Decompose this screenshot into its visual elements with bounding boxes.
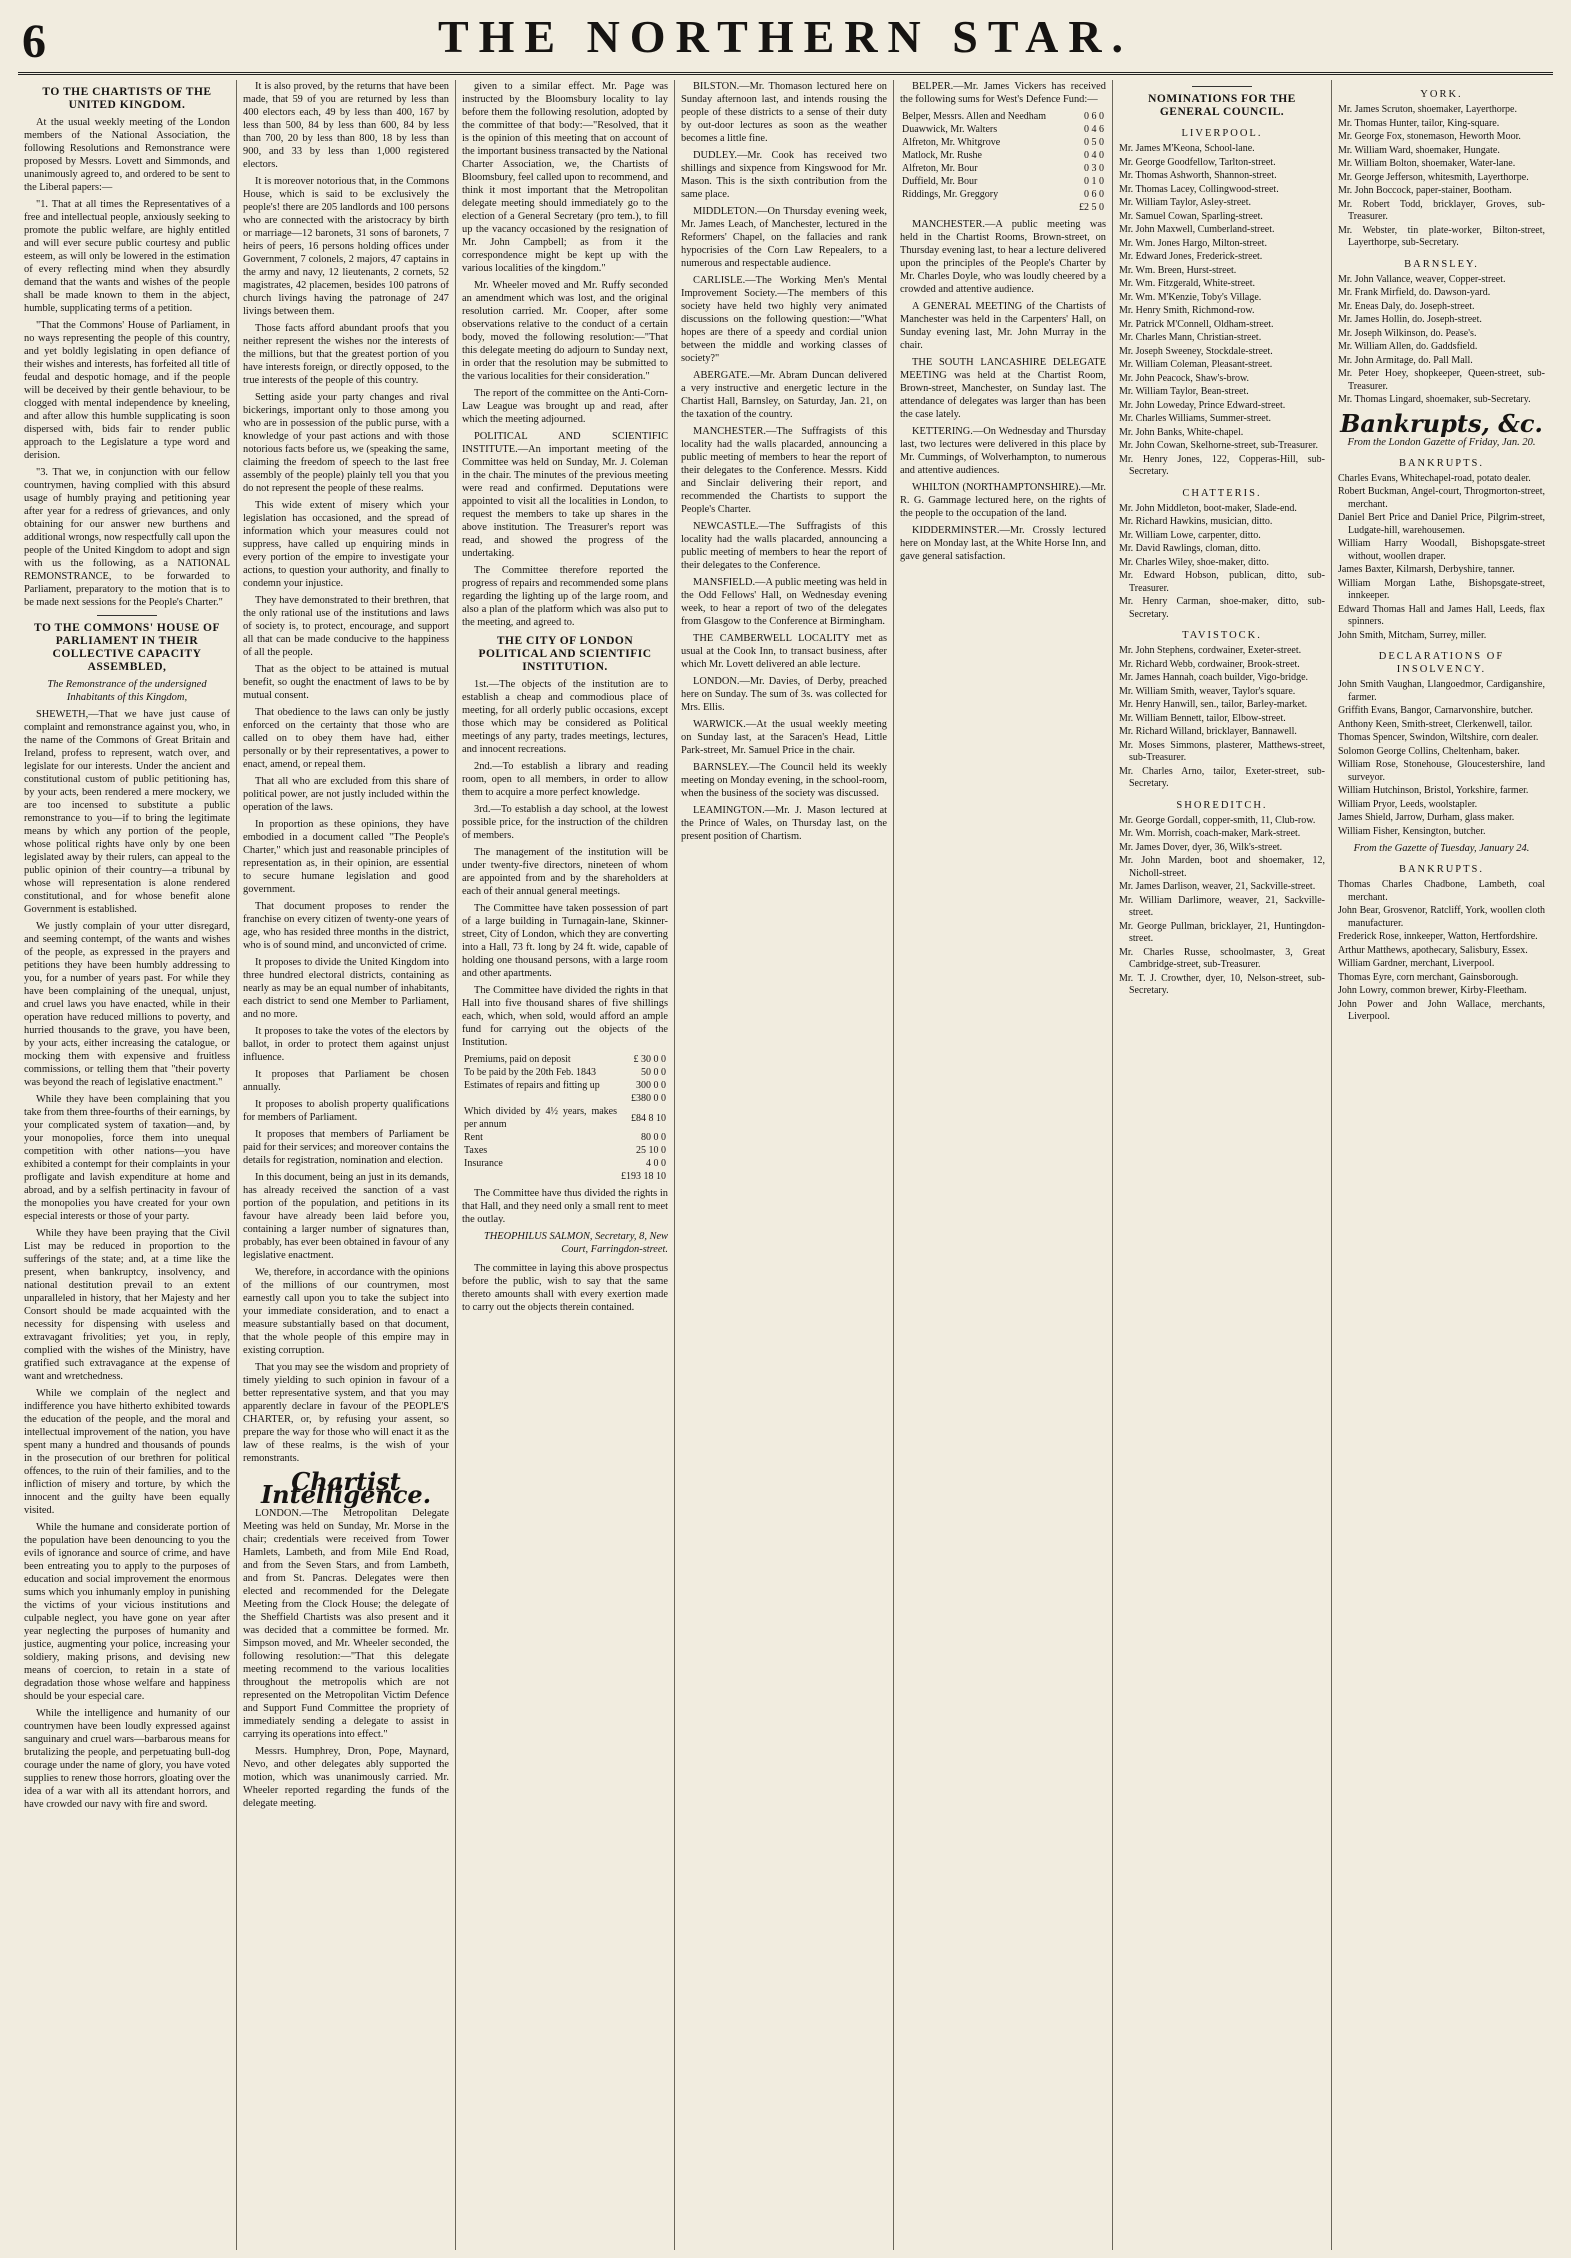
list-item: Mr. John Banks, White-chapel. (1119, 426, 1244, 438)
list-item: Mr. Edward Jones, Frederick-street. (1119, 251, 1263, 262)
list-item: Mr. Joseph Wilkinson, do. Pease's. (1338, 327, 1477, 339)
row-amount: 0 5 0 (1084, 137, 1104, 148)
list-item: Mr. Charles Mann, Christian-street. (1119, 332, 1262, 343)
section-title: Chartist Intelligence. (260, 1467, 432, 1509)
list-item: Mr. Richard Willand, bricklayer, Bannawell. (1119, 726, 1297, 737)
list-item: Mr. Thomas Ashworth, Shannon-street. (1119, 170, 1277, 181)
row-amount: 300 0 0 (636, 1080, 666, 1091)
row-label: Rent (464, 1132, 483, 1143)
bankrupt-list (1338, 473, 1545, 643)
paragraph: 1st.—The objects of the institution are to establish a cheap and commodious place of meeting, for all orderly public occasions, except those which may be considered as Political meetings of any party, trades meetings, lectures, and innocent recreations. (462, 679, 668, 755)
list-item: Mr. Richard Webb, cordwainer, Brook-street. (1119, 658, 1300, 670)
nominee-list (1119, 503, 1325, 622)
column-2 (237, 80, 456, 2250)
list-item: John Smith Vaughan, Llangoedmor, Cardiganshire, farmer. (1338, 679, 1545, 703)
row-label: Belper, Messrs. Allen and Needham (902, 111, 1047, 122)
list-item: Mr. Thomas Hunter, tailor, King-square. (1338, 117, 1500, 129)
list-item: Mr. Thomas Lingard, shoemaker, sub-Secretary. (1338, 394, 1531, 405)
list-item: Mr. George Goodfellow, Tarlton-street. (1119, 156, 1276, 168)
paragraph: WARWICK.—At the usual weekly meeting on Sunday last, at the Saracen's Head, Little Park-street, Mr. Samuel Price in the chair. (681, 719, 887, 756)
table-row (900, 201, 1106, 214)
list-item: Mr. John Marden, boot and shoemaker, 12, Nicholl-street. (1119, 855, 1325, 879)
paragraph: KIDDERMINSTER.—Mr. Crossly lectured here on Monday last, at the White Horse Inn, and gave general satisfaction. (900, 525, 1106, 562)
paragraph: That as the object to be attained is mutual benefit, so ought the enactment of laws to be by mutual consent. (243, 664, 449, 701)
list-item: Mr. John Stephens, cordwainer, Exeter-street. (1119, 645, 1302, 656)
paragraph: It proposes that Parliament be chosen annually. (243, 1069, 449, 1093)
list-item: Mr. William Darlimore, weaver, 21, Sackville-street. (1119, 894, 1325, 918)
paragraph: The report of the committee on the Anti-Corn-Law League was brought up and read, after which the meeting adjourned. (462, 388, 668, 425)
town-heading: CHATTERIS. (1182, 487, 1262, 499)
table-row (462, 1092, 668, 1105)
paragraph: NEWCASTLE.—The Suffragists of this locality had the walls placarded, announcing a public meeting of members to hear the report of their delegates to the Conference. (681, 521, 887, 571)
paragraph: MANCHESTER.—The Suffragists of this locality had the walls placarded, announcing a public meeting of members to hear the report of their delegates to the Conference. Messrs. Kidd and Sinclair delivering their report, and recommended the Chartists to support the People's Charter. (681, 426, 887, 515)
estimate-table (462, 1053, 668, 1183)
paragraph: Mr. Wheeler moved and Mr. Ruffy seconded an amendment which was lost, and the original resolution carried. Mr. Cooper, after some observations relative to the conduct of a certain body, moved the following resolution:—"That this delegate meeting do adjourn to Sunday next, in order that the resolution may be submitted to the various localities for their consideration." (462, 280, 668, 382)
list-item: Charles Evans, Whitechapel-road, potato dealer. (1338, 472, 1531, 484)
paragraph: 3rd.—To establish a day school, at the lowest possible price, for the instruction of the children of members. (462, 804, 668, 841)
list-item: Mr. William Smith, weaver, Taylor's square. (1119, 685, 1296, 697)
row-label: Insurance (464, 1158, 503, 1169)
paragraph: That all who are excluded from this share of political power, are not justly included within the operation of the laws. (243, 776, 449, 813)
list-item: William Hutchinson, Bristol, Yorkshire, farmer. (1338, 785, 1529, 796)
row-amount: 0 4 6 (1084, 124, 1104, 135)
list-item: Thomas Eyre, corn merchant, Gainsborough. (1338, 971, 1519, 983)
paragraph: It proposes to take the votes of the electors by ballot, in order to protect them against unjust influence. (243, 1026, 449, 1063)
columns (18, 80, 1553, 2250)
list-item: Mr. James M'Keona, School-lane. (1119, 143, 1255, 154)
list-item: Mr. John Loweday, Prince Edward-street. (1119, 399, 1286, 411)
section-title: Bankrupts, &c. (1340, 408, 1543, 438)
paragraph: POLITICAL AND SCIENTIFIC INSTITUTE.—An important meeting of the Committee was held on Sunday, Mr. J. Coleman in the chair. The minutes of the previous meeting were read and confirmed. Deputations were appointed to visit all the localities in London, to request the members to take up shares in the above institution. The Treasurer's report was read, and showed the progress of the undertaking. (462, 431, 668, 559)
paragraph: The Committee therefore reported the progress of repairs and recommended some plans regarding the lighting up of the large room, and also a plan of the platform which was also put to the meeting, and agreed to. (462, 565, 668, 628)
list-item: Arthur Matthews, apothecary, Salisbury, Essex. (1338, 944, 1528, 956)
row-label: Duawwick, Mr. Walters (902, 124, 998, 135)
paragraph: CARLISLE.—The Working Men's Mental Improvement Society.—The members of this society have held two highly very animated discussions on the following question:—"What hopes are there of a speedy and cordial union between the middle and working classes of society?" (681, 275, 887, 364)
list-item: Mr. Wm. Fitzgerald, White-street. (1119, 278, 1255, 289)
paragraph: WHILTON (NORTHAMPTONSHIRE).—Mr. R. G. Gammage lectured here, on the rights of the people to the occupation of the land. (900, 482, 1106, 519)
list-item: Mr. James Scruton, shoemaker, Layerthorpe. (1338, 104, 1517, 115)
insolvency-heading: DECLARATIONS OF INSOLVENCY. (1378, 651, 1505, 675)
list-item: Mr. William Taylor, Asley-street. (1119, 197, 1251, 208)
masthead-rule (18, 72, 1553, 75)
paragraph: While they have been praying that the Civil List may be reduced in proportion to the sufferings of the state; and, at a time like the present, when bankruptcy, insolvency, and national destitution prevail to an extent unparalleled in history, that her Majesty and her Consort should be made acquainted with the necessity for dispensing with useless and extravagant frivolities; yet you, in reply, complied with the wishes of the Ministry, have gratified such extravagance at the expense of want and wretchedness. (24, 1228, 230, 1382)
list-item: William Gardner, merchant, Liverpool. (1338, 958, 1495, 969)
nominee-list (1119, 815, 1325, 998)
list-item: Mr. Moses Simmons, plasterer, Matthews-street, sub-Treasurer. (1119, 739, 1325, 763)
row-amount: £2 5 0 (1079, 202, 1104, 213)
paragraph: LONDON.—The Metropolitan Delegate Meeting was held on Sunday, Mr. Morse in the chair; credentials were received from Tower Hamlets, Lambeth, and from Mile End Road, and from the Seven Stars, and from Lambeth, and from St. Pancras. Delegates were then elected and recommended for the Delegate Meeting from the Clock House; the delegate of the Sheffield Chartists was also present and it was decided that a committee be formed. Mr. Simpson moved, and Mr. Wheeler seconded, the following resolution:—"That this delegate meeting recommend to the various localities throughout the metropolis which are not represented on the Metropolitan Victim Defence and Support Fund Committee the propriety of immediately sending a delegate to assist in carrying its operations into effect." (243, 1508, 449, 1740)
list-item: Mr. William Bolton, shoemaker, Water-lane. (1338, 158, 1516, 169)
paragraph: The Committee have divided the rights in that Hall into five thousand shares of five shillings each, which, when sold, would afford an ample fund for carrying out the objects of the Institution. (462, 985, 668, 1048)
list-item: Mr. Peter Hoey, shopkeeper, Queen-street, sub-Treasurer. (1338, 368, 1545, 392)
paragraph: The committee in laying this above prospectus before the public, wish to say that the same thereto amounts shall with every exertion made to carry out the objects therein contained. (462, 1263, 668, 1313)
paragraph: In this document, being an just in its demands, has already received the sanction of a vast portion of the population, and petitions in its favour have already been laid before you, containing a larger number of signatures than, probably, has ever been obtained in favour of any legislative enactment. (243, 1172, 449, 1261)
list-item: Mr. Edward Hobson, publican, ditto, sub-Treasurer. (1119, 570, 1325, 594)
list-item: Mr. Joseph Sweeney, Stockdale-street. (1119, 345, 1273, 357)
list-item: James Shield, Jarrow, Durham, glass maker. (1338, 812, 1515, 823)
signature: THEOPHILUS SALMON, Secretary, 8, New Court, Farringdon-street. (483, 1231, 668, 1255)
list-item: Mr. David Rawlings, cloman, ditto. (1119, 543, 1261, 554)
row-amount: £193 18 10 (621, 1171, 666, 1182)
list-item: Daniel Bert Price and Daniel Price, Pilgrim-street, Ludgate-hill, warehousemen. (1338, 512, 1545, 536)
page-number: 6 (22, 15, 46, 68)
row-amount: 80 0 0 (641, 1132, 666, 1143)
paragraph: A GENERAL MEETING of the Chartists of Manchester was held in the Carpenters' Hall, on Sunday evening last, Mr. John Murray in the chair. (900, 301, 1106, 351)
table-row (900, 162, 1106, 175)
list-item: Mr. Henry Hanwill, sen., tailor, Barley-market. (1119, 699, 1308, 710)
column-4 (675, 80, 894, 2250)
row-label: Matlock, Mr. Rushe (902, 150, 982, 161)
paragraph: While the humane and considerate portion of the population have been denouncing to you the evils of ignorance and source of crime, and have been entreating you to apply to the purposes of education and social improvement the enormous sums which you inhumanly employ in punishing the victims of your vicious institutions and culpable neglect, you have gone on year after year neglecting the purposes of humanity and justice, augmenting your police, increasing your soldiery, making prisons, and devising new means of coercion, to retain in a state of degradation those whose welfare and happiness should be your especial care. (24, 1522, 230, 1702)
column-3 (456, 80, 675, 2250)
list-item: Mr. George Gordall, copper-smith, 11, Club-row. (1119, 814, 1316, 826)
nominee-list (1338, 274, 1545, 407)
row-label: Which divided by 4½ years, makes per annum (464, 1106, 617, 1130)
newspaper-title: THE NORTHERN STAR. (437, 11, 1134, 62)
row-amount: 0 6 0 (1084, 189, 1104, 200)
subscription-table (900, 110, 1106, 214)
paragraph: The Committee have taken possession of part of a large building in Turnagain-lane, Skinner-street, City of London, which they are converting into a Hall, 73 ft. long by 24 ft. wide, capable of holding one thousand persons, with a large room and other apartments. (462, 903, 668, 979)
paragraph: MIDDLETON.—On Thursday evening week, Mr. James Leach, of Manchester, lectured in the Reformers' Chapel, on the fallacies and rank hypocrisies of the Corn Law Repealers, to a numerous and respectable audience. (681, 206, 887, 269)
list-item: Mr. George Fox, stonemason, Heworth Moor. (1338, 131, 1521, 142)
paragraph: While they have been complaining that you take from them three-fourths of their earnings, by your complicated system of taxation—and, by your monopolies, force them into unequal competition with other nations—you have exhibited a contempt for their complaints in your profligate and lavish expenditure at home and abroad, and by a selfish pertinacity in favour of the monopolies you have created for your own especial interests or those of your party. (24, 1094, 231, 1222)
paragraph: LEAMINGTON.—Mr. J. Mason lectured at the Prince of Wales, on Thursday last, on the present position of Chartism. (681, 805, 887, 842)
row-label: Alfreton, Mr. Whitgrove (902, 137, 1001, 148)
town-heading: LIVERPOOL. (1181, 128, 1263, 139)
paragraph: This wide extent of misery which your legislation has occasioned, and the spread of information which your measures could not suppress, have called up enquiring minds in every portion of the empire to investigate your actions, to question your authority, and finally to condemn your injustice. (243, 500, 449, 589)
list-item: Thomas Spencer, Swindon, Wiltshire, corn dealer. (1338, 732, 1539, 743)
row-label (900, 201, 1072, 214)
paragraph: KETTERING.—On Wednesday and Thursday last, two lectures were delivered in this place by Mr. Cummings, of Wolverhampton, to numerous and attentive audiences. (900, 426, 1106, 476)
list-item: Mr. Robert Todd, bricklayer, Groves, sub-Treasurer. (1338, 198, 1545, 222)
column-7 (1332, 80, 1551, 2250)
table-row (900, 123, 1106, 136)
list-item: Mr. William Coleman, Pleasant-street. (1119, 359, 1273, 370)
row-label: Premiums, paid on deposit (464, 1054, 571, 1065)
paragraph: THE CAMBERWELL LOCALITY met as usual at the Cook Inn, to transact business, after which Mr. Lovett delivered an able lecture. (681, 633, 887, 670)
paragraph: The management of the institution will be under twenty-five directors, nineteen of whom are appointed from and by the shareholders at each of their annual general meetings. (462, 847, 668, 897)
nominee-list (1338, 104, 1545, 250)
list-item: Mr. T. J. Crowther, dyer, 10, Nelson-street, sub-Secretary. (1119, 972, 1325, 996)
town-heading: SHOREDITCH. (1176, 799, 1268, 811)
paragraph: "1. That at all times the Representatives of a free and intellectual people, anxiously seeking to promote the public welfare, are highly entitled and will ever secure public courtesy and public esteem, as will only be lowered in the estimation of every reflecting mind when they absurdly demand that the wants and wishes of the people shall be made known to them in the abject, humble, supplicating terms of a petition. (24, 199, 230, 314)
list-item: Mr. William Bennett, tailor, Elbow-street. (1119, 712, 1286, 724)
list-item: Mr. Charles Wiley, shoe-maker, ditto. (1119, 556, 1269, 568)
bankrupt-list (1338, 879, 1545, 1024)
masthead (18, 10, 1553, 70)
gazette-heading: From the London Gazette of Friday, Jan. 20. (1347, 436, 1536, 448)
list-item: Mr. Charles Arno, tailor, Exeter-street, sub-Secretary. (1119, 765, 1325, 789)
list-item: Mr. John Vallance, weaver, Copper-street. (1338, 273, 1506, 285)
list-item: Mr. James Hollin, do. Joseph-street. (1338, 314, 1482, 325)
list-item: John Bear, Grosvenor, Ratcliff, York, woollen cloth manufacturer. (1338, 905, 1545, 929)
paragraph: BARNSLEY.—The Council held its weekly meeting on Monday evening, in the school-room, when the business of the society was discussed. (681, 762, 887, 799)
paragraph: MANSFIELD.—A public meeting was held in the Odd Fellows' Hall, on Wednesday evening week, to hear a report of two of the delegates from Glasgow to the Conference at Birmingham. (681, 577, 887, 627)
paragraph: It is moreover notorious that, in the Commons House, which is said to be exclusively the people's! there are 205 landlords and 100 persons who are connected with the aristocracy by birth or marriage—12 baronets, 31 sons of baronets, 7 heirs of peers, 16 persons holding offices under Government, 7 colonels, 2 majors, 47 captains in the army and navy, 12 lieutenants, 2 cornets, 52 magistrates, 42 placemen, besides 100 patrons of church livings having the patronage of 247 livings between them. (243, 176, 449, 317)
table-row (462, 1144, 668, 1157)
row-label: Riddings, Mr. Greggory (902, 189, 999, 200)
paragraph: BILSTON.—Mr. Thomason lectured here on Sunday afternoon last, and intends rousing the people of these districts to a sense of their duty by out-door lectures as soon as the weather becomes a little fine. (681, 81, 887, 144)
list-item: Mr. John Middleton, boot-maker, Slade-end. (1119, 502, 1297, 514)
row-amount: 50 0 0 (641, 1067, 666, 1078)
paragraph: BELPER.—Mr. James Vickers has received the following sums for West's Defence Fund:— (900, 81, 1106, 105)
list-item: Mr. Charles Williams, Summer-street. (1119, 413, 1271, 424)
table-row (900, 175, 1106, 188)
list-item: Mr. Henry Jones, 122, Copperas-Hill, sub-Secretary. (1119, 453, 1325, 477)
list-item: Mr. Wm. Jones Hargo, Milton-street. (1119, 237, 1267, 249)
article-subheading: The Remonstrance of the undersigned Inhabitants of this Kingdom, (47, 679, 207, 703)
paragraph: While we complain of the neglect and indifference you have hitherto exhibited towards the education of the people, and the moral and intellectual improvement of the nation, you have spent many a hundred and thousands of pounds in the prosecution of our brethren for political offences, to the ruin of their families, and to the infliction of misery and torture, by which the innocent and the guilty have been equally visited. (24, 1388, 230, 1516)
column-1 (18, 80, 237, 2250)
paragraph: Setting aside your party changes and rival bickerings, important only to those among you who are in possession of the public purse, with a knowledge of your past actions and with those notorious facts before us, we (speaking the same, claiming the freedom of speech to the last free assembly of the people) plainly tell you that you do not represent the people of these realms. (243, 392, 449, 494)
paragraph: It proposes to divide the United Kingdom into three hundred electoral districts, containing as nearly as may be an equal number of inhabitants, each district to send one Member to Parliament, and no more. (243, 957, 449, 1020)
list-item: Mr. Wm. M'Kenzie, Toby's Village. (1119, 291, 1262, 303)
gazette-heading: From the Gazette of Tuesday, January 24. (1353, 843, 1530, 854)
table-row (900, 110, 1106, 123)
article-heading: THE CITY OF LONDON POLITICAL AND SCIENTIFIC INSTITUTION. (478, 635, 652, 673)
list-item: Mr. Samuel Cowan, Sparling-street. (1119, 210, 1263, 222)
list-item: Mr. Richard Hawkins, musician, ditto. (1119, 516, 1273, 527)
list-item: Mr. John Cowan, Skelhorne-street, sub-Treasurer. (1119, 440, 1319, 451)
article-heading: NOMINATIONS FOR THE GENERAL COUNCIL. (1148, 93, 1296, 118)
paragraph: That you may see the wisdom and propriety of timely yielding to such opinion in favour of a better representative system, and that you may apparently declare in favour of the PEOPLE'S CHARTER, or, by refusing your assent, so prepare the way for those who will enact it as the law of these realms, is the wish of your remonstrants. (243, 1362, 449, 1464)
row-amount: 0 3 0 (1084, 163, 1104, 174)
list-item: William Fisher, Kensington, butcher. (1338, 825, 1486, 837)
list-item: John Lowry, common brewer, Kirby-Fleetham. (1338, 985, 1527, 996)
paragraph: Messrs. Humphrey, Dron, Pope, Maynard, Nevo, and other delegates ably supported the motion, which was unanimously carried. Mr. Wheeler reported regarding the funds of the delegate meeting. (243, 1746, 449, 1809)
row-label (462, 1092, 619, 1105)
list-item: John Smith, Mitcham, Surrey, miller. (1338, 629, 1487, 641)
list-item: Griffith Evans, Bangor, Carnarvonshire, butcher. (1338, 705, 1533, 716)
list-item: Frederick Rose, innkeeper, Watton, Hertfordshire. (1338, 931, 1538, 942)
column-6 (1113, 80, 1332, 2250)
divider (1192, 86, 1252, 87)
bankrupts-heading: BANKRUPTS. (1398, 864, 1485, 875)
list-item: Mr. George Pullman, bricklayer, 21, Huntingdon-street. (1119, 920, 1325, 944)
paragraph: That obedience to the laws can only be justly enforced on the certainty that those who are called on to obey them have had, either personally or by their representatives, a power to enact, amend, or repeal them. (243, 707, 449, 770)
bankrupts-heading: BANKRUPTS. (1398, 457, 1485, 469)
list-item: Mr. William Ward, shoemaker, Hungate. (1338, 144, 1500, 156)
list-item: Mr. Eneas Daly, do. Joseph-street. (1338, 300, 1475, 312)
list-item: William Morgan Lathe, Bishopsgate-street, innkeeper. (1338, 577, 1545, 601)
nominee-list (1119, 143, 1325, 479)
list-item: John Power and John Wallace, merchants, Liverpool. (1338, 998, 1545, 1022)
row-label: Taxes (464, 1145, 488, 1156)
paragraph: The Committee have thus divided the rights in that Hall, and they need only a small rent to meet the outlay. (462, 1188, 668, 1225)
paragraph: 2nd.—To establish a library and reading room, open to all members, in order to allow them to acquire a more perfect knowledge. (462, 761, 668, 798)
paragraph: It proposes to abolish property qualifications for members of Parliament. (243, 1099, 449, 1123)
town-heading: BARNSLEY. (1404, 258, 1479, 270)
table-row (462, 1157, 668, 1170)
paragraph: "That the Commons' House of Parliament, in no ways representing the people of this country, and yet boldly legislating in open defiance of their wishes and interests, has forfeited all title of feudal and despotic homage, and if the people will be deceived by their gentle behaviour, to be clogged with mental independence by kneeling, and after allow this humble supplicating is soon dispersed with, bids fair to render public approach to the Legislature a type word and derision. (24, 320, 230, 461)
row-amount: £380 0 0 (631, 1093, 666, 1104)
paragraph: It proposes that members of Parliament be paid for their services; and moreover contains the details for registration, nomination and election. (243, 1129, 449, 1166)
article-heading: TO THE CHARTISTS OF THE UNITED KINGDOM. (42, 86, 212, 111)
list-item: Mr. Henry Carman, shoe-maker, ditto, sub-Secretary. (1119, 596, 1325, 620)
table-row (462, 1170, 668, 1183)
paragraph: It is also proved, by the returns that have been made, that 59 of you are returned by less than 400 electors each, 49 by less than 400, 167 by less than 500, 84 by less than 600, 84 by less than 700, 20 by less than 800, 18 by less than 900, and 33 by less than 1,000 registered electors. (243, 81, 449, 170)
list-item: Mr. John Maxwell, Cumberland-street. (1119, 224, 1275, 235)
paragraph: They have demonstrated to their brethren, that the only rational use of the institutions and laws of society is, to protect, encourage, and support all that can be made conducive to the happiness of all the people. (243, 595, 449, 658)
insolvent-list (1338, 679, 1545, 838)
row-amount: 0 4 0 (1084, 150, 1104, 161)
row-amount: 25 10 0 (636, 1145, 666, 1156)
list-item: Mr. Webster, tin plate-worker, Bilton-street, Layerthorpe, sub-Secretary. (1338, 224, 1545, 248)
list-item: James Baxter, Kilmarsh, Derbyshire, tanner. (1338, 564, 1515, 575)
list-item: Mr. James Hannah, coach builder, Vigo-bridge. (1119, 672, 1309, 683)
divider (97, 615, 157, 616)
list-item: Mr. Thomas Lacey, Collingwood-street. (1119, 183, 1279, 195)
list-item: Mr. Charles Russe, schoolmaster, 3, Great Cambridge-street, sub-Treasurer. (1119, 946, 1325, 970)
paragraph: We justly complain of your utter disregard, and seeming contempt, of the wants and wishes of the people, as expressed in the prayers and petitions they have been humbly addressing to you, for a number of years past. For while they have been complaining of the unequal, unjust, and cruel laws you have enacted, while in their operation have reduced millions to poverty, and hurried thousands to the grave, you have been, by your acts, either increasing the catalogue, or mocking them with expensive and fruitless commissions, or telling them that "their poverty was beyond the reach of legislative enactment." (24, 921, 230, 1088)
nominee-list (1119, 645, 1325, 791)
row-label: Estimates of repairs and fitting up (464, 1080, 600, 1091)
row-amount: 0 1 0 (1084, 176, 1104, 187)
list-item: Edward Thomas Hall and James Hall, Leeds, flax spinners. (1338, 603, 1545, 627)
column-5 (894, 80, 1113, 2250)
list-item: Mr. William Allen, do. Gaddsfield. (1338, 341, 1478, 352)
row-amount: £84 8 10 (631, 1112, 666, 1124)
paragraph: We, therefore, in accordance with the opinions of the millions of our countrymen, most earnestly call upon you to take the subject into your immediate consideration, and to enact a measure substantially based on that document, that the whole people of this empire may in existing corruption. (243, 1267, 449, 1356)
list-item: Mr. William Lowe, carpenter, ditto. (1119, 529, 1261, 541)
table-row (462, 1105, 668, 1131)
table-row (900, 136, 1106, 149)
table-row (462, 1066, 668, 1079)
paragraph: Those facts afford abundant proofs that you neither represent the wishes nor the interests of the millions, but that the greatest portion of you have interests foreign, or directly opposed, to the true interests of the people of this country. (243, 323, 449, 386)
paragraph: In proportion as these opinions, they have embodied in a document called "The People's Charter," which just and reasonable principles of representation as, in their opinion, are essential to secure humane legislation and good government. (243, 819, 449, 895)
list-item: Mr. John Boccock, paper-stainer, Bootham. (1338, 185, 1512, 196)
row-amount: £ 30 0 0 (633, 1054, 666, 1065)
row-amount: 4 0 0 (646, 1158, 666, 1169)
list-item: Solomon George Collins, Cheltenham, baker. (1338, 745, 1520, 757)
paragraph: At the usual weekly meeting of the London members of the National Association, the following Resolutions and Remonstrance were proposed by Messrs. Lovett and Simmonds, and unanimously agreed to, and ordered to be sent to the Liberal papers:— (24, 117, 230, 193)
table-row (462, 1131, 668, 1144)
table-row (462, 1079, 668, 1092)
paragraph: given to a similar effect. Mr. Page was instructed by the Bloomsbury locality to lay before them the following resolution, adopted by the committee of that body:—"Resolved, that it is the opinion of this meeting that on account of the important business transacted by the National Charter Association, we, the Chartists of Bloomsbury, feel called upon to recommend, and think it most important that the Metropolitan delegate meeting should immediately go to the election of a General Secretary (pro tem.), to fill up the vacancy occasioned by the resignation of Mr. John Campbell; as from it the correspondence might be kept up with the various localities of the kingdom." (462, 81, 668, 274)
list-item: William Pryor, Leeds, woolstapler. (1338, 798, 1478, 810)
list-item: Anthony Keen, Smith-street, Clerkenwell, tailor. (1338, 718, 1533, 730)
list-item: Mr. George Jefferson, whitesmith, Layerthorpe. (1338, 171, 1529, 183)
list-item: Mr. Wm. Morrish, coach-maker, Mark-street. (1119, 828, 1301, 839)
list-item: Mr. John Peacock, Shaw's-brow. (1119, 372, 1250, 384)
list-item: Robert Buckman, Angel-court, Throgmorton-street, merchant. (1338, 486, 1545, 510)
paragraph: SHEWETH,—That we have just cause of complaint and remonstrance against you, who, in the name of the Commons of Great Britain and Ireland, profess to represent, watch over, and legislate for our interests. Under the ancient and constitutional custom of public petitioning has, by your acts, been rendered a mere mockery, we are too incensed to substitute a public remonstrance to you—if to bring the legitimate means by which any portion of the people, whose political rights have only by one been legislated away by their rulers, can appeal to the public opinion of their country—a tribunal by whose will representation is alone rendered constitutional, and for whose benefit alone Government is established. (24, 709, 230, 915)
row-label: Alfreton, Mr. Bour (902, 163, 978, 174)
row-amount: 0 6 0 (1084, 111, 1104, 122)
list-item: William Rose, Stonehouse, Gloucestershire, land surveyor. (1338, 759, 1545, 783)
town-heading: YORK. (1420, 89, 1463, 100)
paragraph: MANCHESTER.—A public meeting was held in the Chartist Rooms, Brown-street, on Thursday evening last, to hear a lecture delivered upon the principles of the People's Charter by Mr. Charles Doyle, who was loudly cheered by a crowded and attentive audience. (900, 219, 1106, 295)
article-heading: TO THE COMMONS' HOUSE OF PARLIAMENT IN THEIR COLLECTIVE CAPACITY ASSEMBLED, (33, 622, 221, 673)
row-label: To be paid by the 20th Feb. 1843 (464, 1067, 597, 1078)
table-row (900, 188, 1106, 201)
list-item: William Harry Woodall, Bishopsgate-street without, woollen draper. (1338, 538, 1545, 562)
list-item: Mr. Frank Mirfield, do. Dawson-yard. (1338, 287, 1491, 298)
table-row (900, 149, 1106, 162)
row-label (462, 1170, 619, 1183)
list-item: Mr. John Armitage, do. Pall Mall. (1338, 354, 1473, 366)
list-item: Mr. Wm. Breen, Hurst-street. (1119, 264, 1237, 276)
paragraph: THE SOUTH LANCASHIRE DELEGATE MEETING was held at the Chartist Room, Brown-street, Manchester, on Sunday last. The attendance of delegates was larger than has been the case lately. (900, 357, 1106, 420)
list-item: Mr. James Darlison, weaver, 21, Sackville-street. (1119, 881, 1316, 892)
table-row (462, 1053, 668, 1066)
list-item: Mr. Henry Smith, Richmond-row. (1119, 305, 1255, 316)
paragraph: DUDLEY.—Mr. Cook has received two shillings and sixpence from Kingswood for Mr. Mason. This is the sixth contribution from the same place. (681, 150, 887, 200)
list-item: Mr. William Taylor, Bean-street. (1119, 386, 1249, 397)
list-item: Mr. Patrick M'Connell, Oldham-street. (1119, 318, 1274, 330)
paragraph: LONDON.—Mr. Davies, of Derby, preached here on Sunday. The sum of 3s. was collected for Mrs. Ellis. (681, 676, 887, 713)
paragraph: While the intelligence and humanity of our countrymen have been loudly expressed against sanguinary and cruel wars—barbarous means for brutalizing the people, and perpetuating bull-dog courage under the name of glory, you have voted supplies to renew those horrors, gloating over the idea of a war with all its attendant horrors, and have crowded our navy with fire and sword. (24, 1708, 230, 1810)
row-label: Duffield, Mr. Bour (902, 176, 978, 187)
town-heading: TAVISTOCK. (1182, 630, 1262, 641)
list-item: Mr. James Dover, dyer, 36, Wilk's-street. (1119, 841, 1283, 853)
paragraph: ABERGATE.—Mr. Abram Duncan delivered a very instructive and energetic lecture in the Chartist Hall, Barnsley, on Saturday, Jan. 21, on the taxation of the country. (681, 370, 887, 420)
paragraph: That document proposes to render the franchise on every citizen of twenty-one years of age, who has resided three months in the district, who is of sound mind, and unconvicted of crime. (243, 901, 449, 951)
paragraph: "3. That we, in conjunction with our fellow countrymen, having complied with this absurd usage of humbly praying and petitioning year after year for a redress of grievances, and only obtaining for our answer new burthens and additional wrongs, now respectfully call upon the people of the United Kingdom to adopt and sign with us the following, as a NATIONAL REMONSTRANCE, to be forwarded to Parliament, preparatory to the motion that is to be made next sessions for the People's Charter." (24, 467, 230, 608)
list-item: Thomas Charles Chadbone, Lambeth, coal merchant. (1338, 879, 1545, 903)
